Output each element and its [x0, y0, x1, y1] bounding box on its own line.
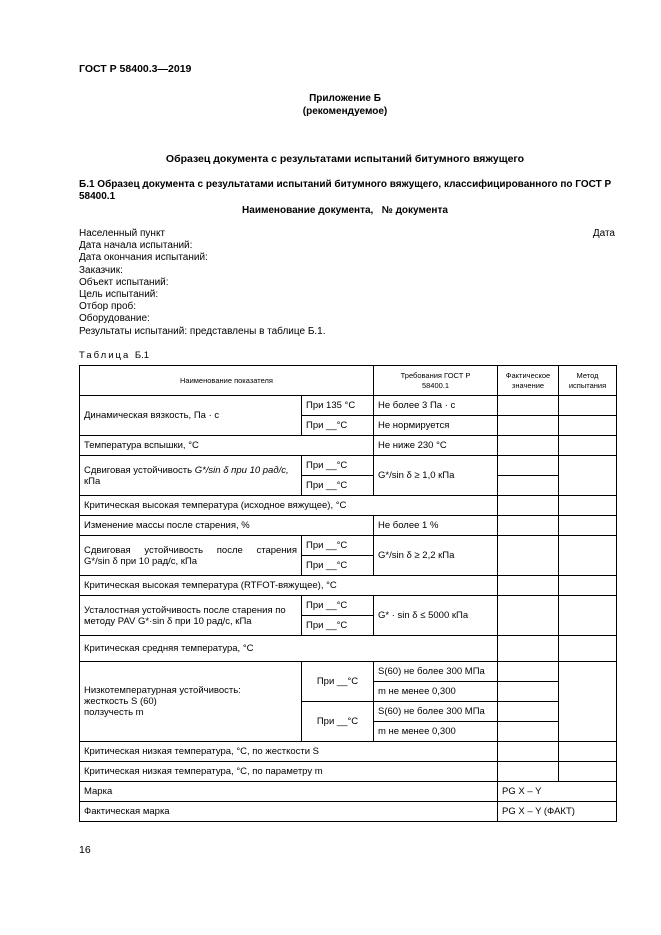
- row-shear-name-c: кПа: [84, 475, 101, 487]
- cell-actual: [498, 476, 559, 496]
- row-lowtemp-temp1: При __°С: [302, 662, 374, 702]
- row-shear-aged-temp1: При __°С: [302, 536, 374, 556]
- table-row: [80, 802, 617, 822]
- field-results: Результаты испытаний: представлены в таблице Б.1.: [79, 325, 326, 337]
- row-shear-temp2: При __°С: [302, 476, 374, 496]
- row-fatigue-name-a: Усталостная устойчивость после старения по: [84, 604, 286, 616]
- cell-actual: [498, 702, 559, 722]
- field-end-date: Дата окончания испытаний:: [79, 252, 208, 264]
- cell-actual: [498, 576, 559, 596]
- appendix-subtitle: (рекомендуемое): [302, 106, 388, 117]
- table-row: [80, 436, 617, 456]
- document-header: ГОСТ Р 58400.3—2019: [79, 63, 192, 75]
- cell-method: [559, 516, 617, 536]
- row-crit-low-m-name: Критическая низкая температура, °С, по параметру m: [80, 762, 498, 782]
- table-caption-label: Таблица: [79, 350, 131, 361]
- section-heading: Б.1 Образец документа с результатами испытаний битумного вяжущего, классифицированного по ГОСТ Р 58400.1: [79, 179, 612, 202]
- row-lowtemp-req2a: S(60) не более 300 МПа: [374, 702, 498, 722]
- cell-method: [559, 636, 617, 662]
- row-lowtemp-name: [80, 662, 302, 742]
- cell-method: [559, 762, 617, 782]
- cell-method: [559, 436, 617, 456]
- field-object: Объект испытаний:: [79, 276, 169, 288]
- page-number: 16: [79, 844, 91, 856]
- row-lowtemp-name-c: ползучесть m: [84, 707, 144, 718]
- cell-method: [559, 576, 617, 596]
- row-fatigue-req: G* · sin δ ≤ 5000 кПа: [374, 596, 498, 636]
- row-flash-name: Температура вспышки, °С: [80, 436, 374, 456]
- cell-actual: [498, 762, 559, 782]
- row-viscosity-req2: Не нормируется: [374, 416, 498, 436]
- table-row: [80, 782, 617, 802]
- table-row: [80, 662, 617, 682]
- row-shear-name-a: Сдвиговая устойчивость: [84, 464, 195, 476]
- table-header-row: [80, 366, 617, 396]
- row-actual-grade-req: PG X – Y (ФАКТ): [498, 802, 617, 822]
- cell-actual: [498, 396, 559, 416]
- row-grade-name: Марка: [80, 782, 498, 802]
- appendix-title: Приложение Б: [309, 93, 381, 104]
- table-row: [80, 596, 617, 616]
- document-name-line: Наименование документа, № документа: [242, 205, 448, 216]
- row-mass-req: Не более 1 %: [374, 516, 498, 536]
- row-crit-low-s-name: Критическая низкая температура, °С, по жесткости S: [80, 742, 498, 762]
- row-lowtemp-name-b: жесткость S (60): [84, 696, 157, 707]
- row-shear-aged-name-b: G*/sin δ при 10 рад/с, кПа: [84, 555, 198, 567]
- cell-actual: [498, 496, 559, 516]
- field-start-date: Дата начала испытаний:: [79, 240, 193, 252]
- header-requirements: Требования ГОСТ Р 58400.1: [374, 366, 498, 396]
- cell-method: [559, 416, 617, 436]
- row-viscosity-temp2: При __°С: [302, 416, 374, 436]
- cell-method: [559, 742, 617, 762]
- row-shear-aged-name-a: Сдвиговая устойчивость после старения: [84, 544, 297, 556]
- date-label: Дата: [592, 228, 615, 239]
- table-caption: [79, 350, 149, 361]
- cell-method: [559, 662, 617, 742]
- row-lowtemp-name-a: Низкотемпературная устойчивость:: [84, 685, 241, 696]
- row-viscosity-name: Динамическая вязкость, Па · с: [80, 396, 302, 436]
- field-equipment: Оборудование:: [79, 313, 150, 325]
- cell-actual: [498, 636, 559, 662]
- row-shear-req: G*/sin δ ≥ 1,0 кПа: [374, 456, 498, 496]
- table-row: [80, 496, 617, 516]
- row-shear-aged-name: [80, 536, 302, 576]
- field-sampling: Отбор проб:: [79, 301, 137, 313]
- row-grade-req: PG X – Y: [498, 782, 617, 802]
- row-shear-temp1: При __°С: [302, 456, 374, 476]
- row-viscosity-temp1: При 135 °С: [302, 396, 374, 416]
- row-fatigue-name-b: методу PAV G*·sin δ при 10 рад/с, кПа: [84, 615, 252, 627]
- results-table: [79, 365, 617, 822]
- cell-actual: [498, 742, 559, 762]
- document-title: Образец документа с результатами испытаний битумного вяжущего: [165, 153, 525, 165]
- row-fatigue-temp1: При __°С: [302, 596, 374, 616]
- table-row: [80, 742, 617, 762]
- cell-method: [559, 496, 617, 516]
- row-mass-name: Изменение массы после старения, %: [80, 516, 374, 536]
- row-crit-high-name: Критическая высокая температура (исходное вяжущее), °С: [80, 496, 498, 516]
- field-purpose: Цель испытаний:: [79, 289, 159, 301]
- row-crit-high-rtfot-name: Критическая высокая температура (RTFOT-вяжущее), °С: [80, 576, 498, 596]
- field-customer: Заказчик:: [79, 264, 123, 276]
- row-shear-name: [80, 456, 302, 496]
- table-row: [80, 516, 617, 536]
- cell-actual: [498, 456, 559, 476]
- cell-method: [559, 456, 617, 496]
- cell-actual: [498, 662, 559, 682]
- table-row: [80, 536, 617, 556]
- row-crit-mid-name: Критическая средняя температура, °С: [80, 636, 498, 662]
- row-lowtemp-req2b: m не менее 0,300: [374, 722, 498, 742]
- header-actual: Фактическое значение: [498, 366, 559, 396]
- header-name: Наименование показателя: [80, 366, 374, 396]
- row-shear-aged-temp2: При __°С: [302, 556, 374, 576]
- table-row: [80, 762, 617, 782]
- table-row: [80, 456, 617, 476]
- row-lowtemp-temp2: При __°С: [302, 702, 374, 742]
- cell-method: [559, 396, 617, 416]
- cell-actual: [498, 516, 559, 536]
- row-fatigue-name: [80, 596, 302, 636]
- cell-actual: [498, 682, 559, 702]
- row-flash-req: Не ниже 230 °С: [374, 436, 498, 456]
- appendix-heading: [0, 92, 661, 118]
- cell-actual: [498, 416, 559, 436]
- row-actual-grade-name: Фактическая марка: [80, 802, 498, 822]
- row-shear-name-b: G*/sin δ при 10 рад/с,: [194, 464, 289, 476]
- field-locality: Населенный пункт: [79, 228, 166, 239]
- cell-actual: [498, 596, 559, 636]
- cell-actual: [498, 436, 559, 456]
- table-caption-number: Б.1: [134, 350, 150, 361]
- cell-actual: [498, 722, 559, 742]
- row-lowtemp-req1b: m не менее 0,300: [374, 682, 498, 702]
- document-fields: [79, 228, 326, 338]
- row-shear-aged-req: G*/sin δ ≥ 2,2 кПа: [374, 536, 498, 576]
- row-fatigue-temp2: При __°С: [302, 616, 374, 636]
- row-viscosity-req1: Не более 3 Па · с: [374, 396, 498, 416]
- cell-method: [559, 596, 617, 636]
- cell-actual: [498, 536, 559, 576]
- table-row: [80, 636, 617, 662]
- row-lowtemp-req1a: S(60) не более 300 МПа: [374, 662, 498, 682]
- cell-method: [559, 536, 617, 576]
- table-row: [80, 576, 617, 596]
- header-method: Метод испытания: [559, 366, 617, 396]
- table-row: [80, 396, 617, 416]
